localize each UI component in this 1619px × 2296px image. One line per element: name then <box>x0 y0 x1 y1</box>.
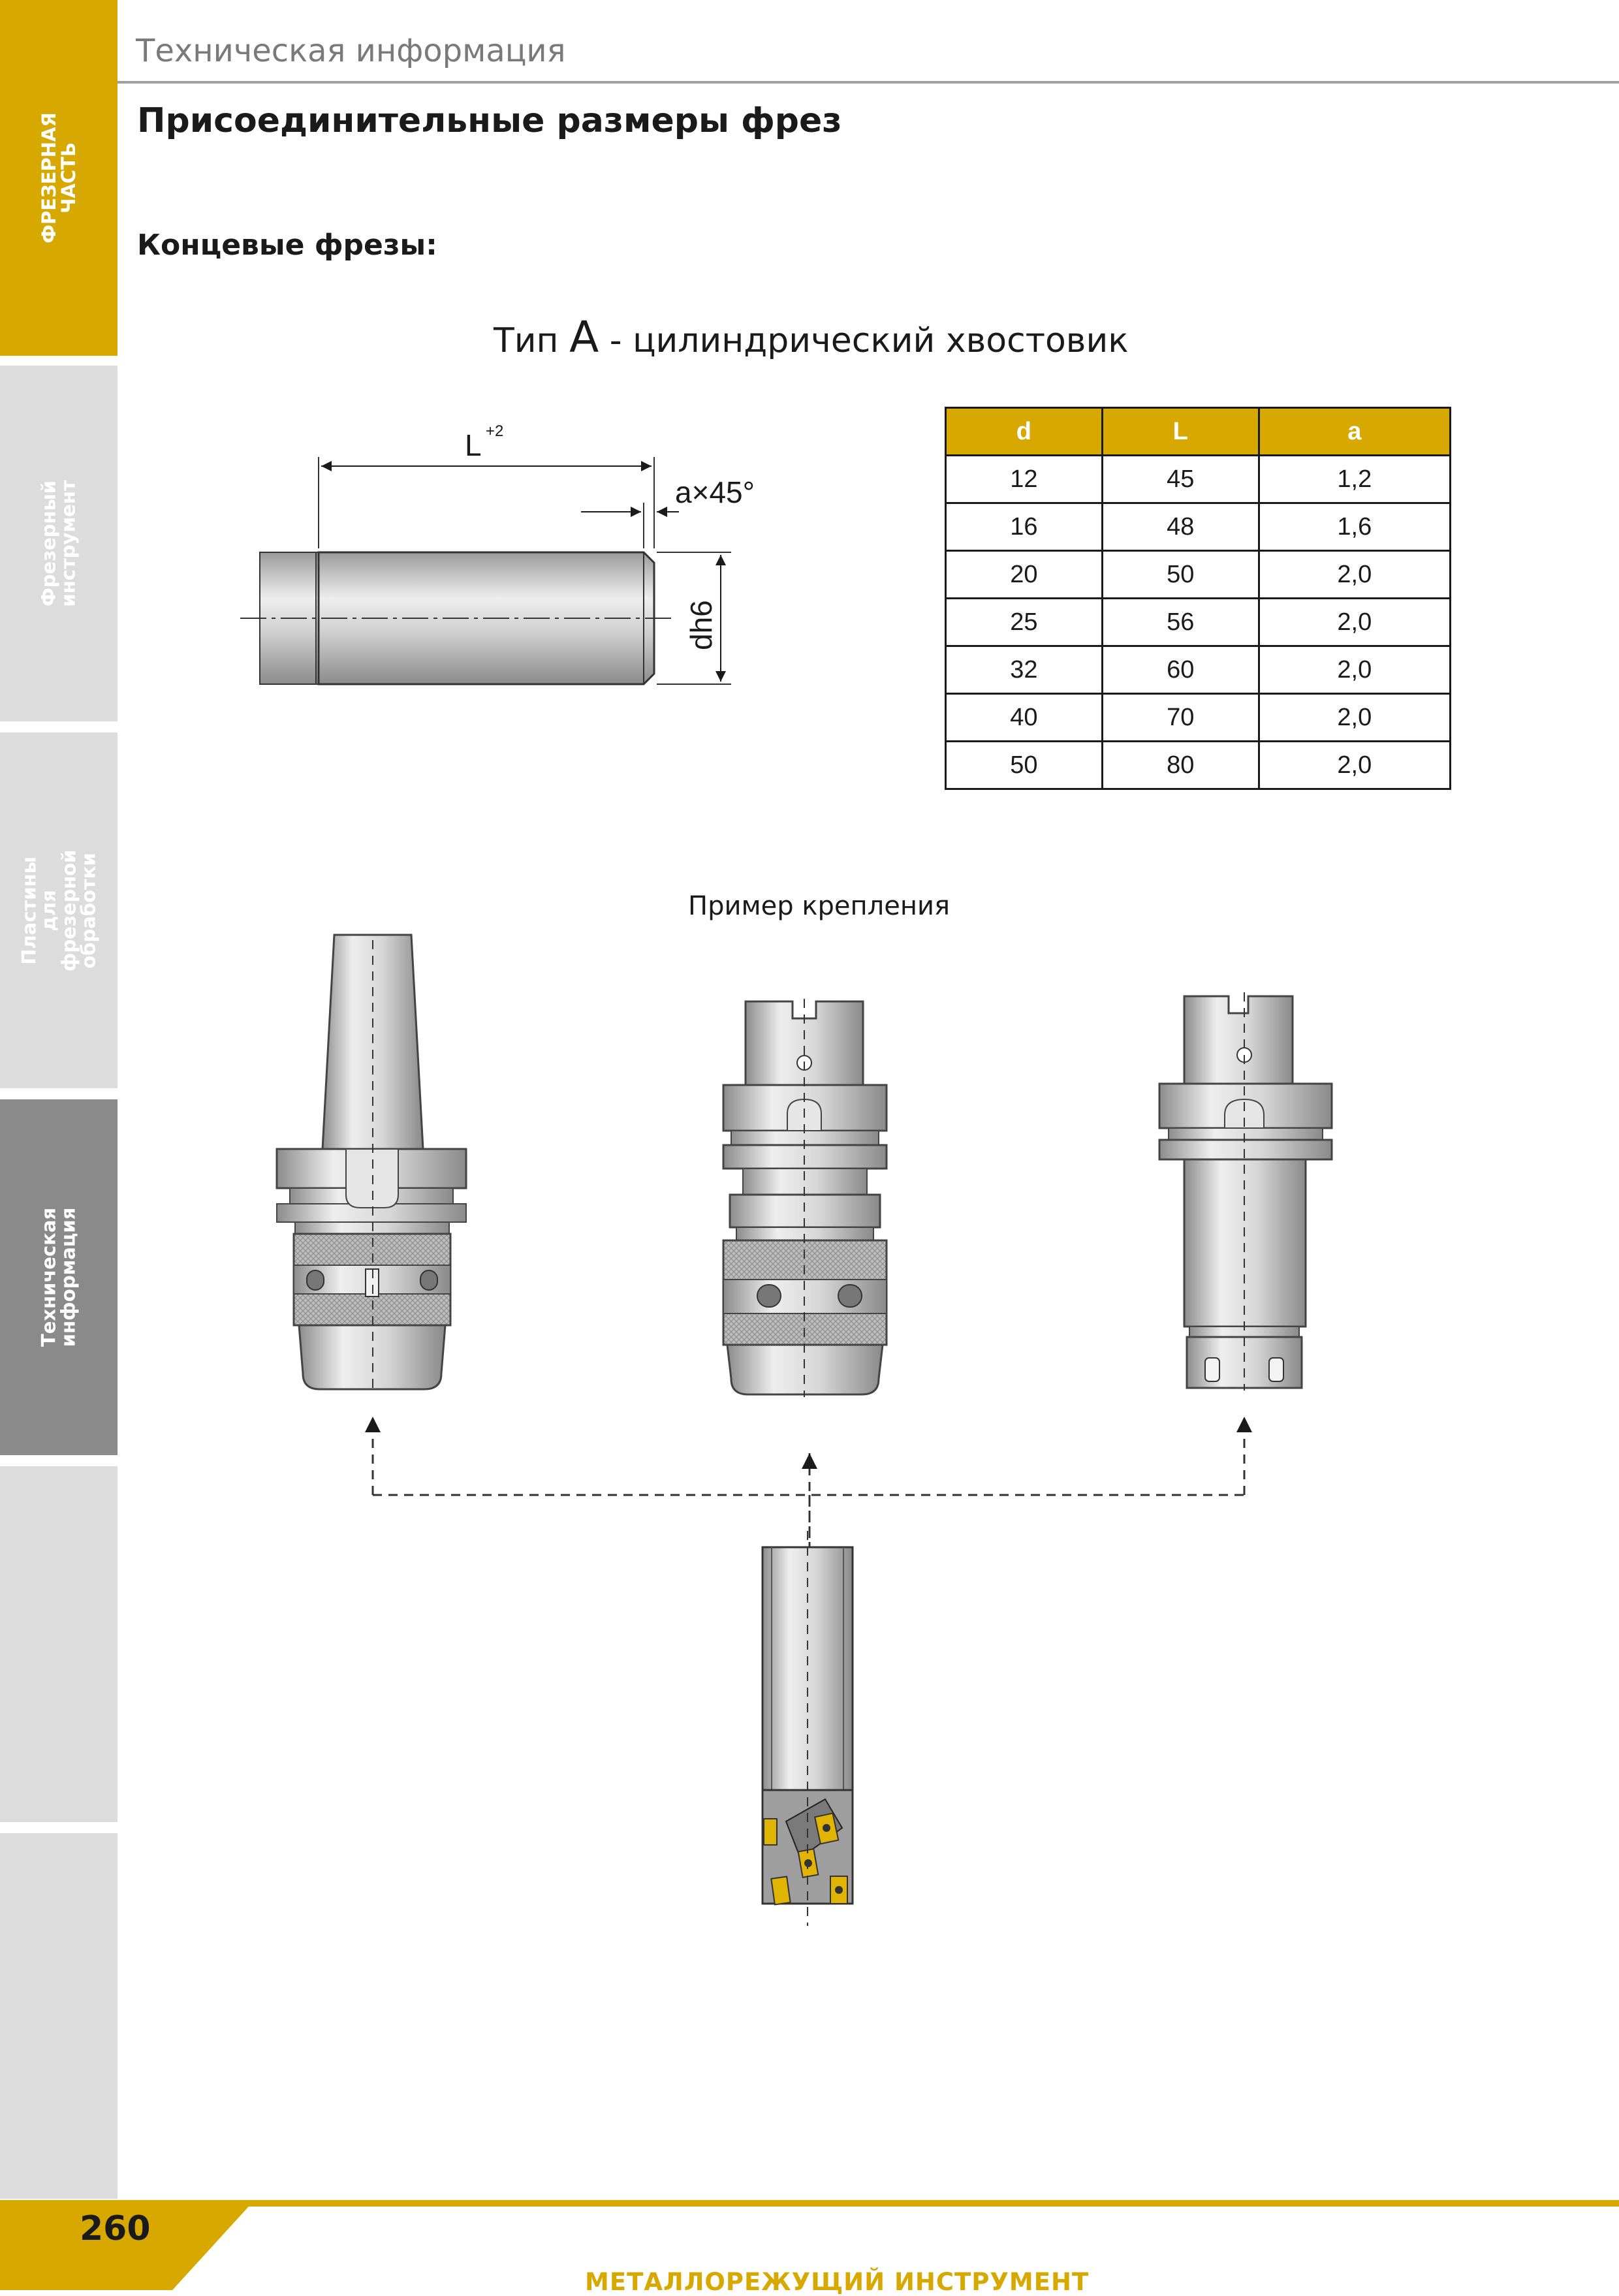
example-label: Пример крепления <box>688 891 951 921</box>
table-cell: 1,2 <box>1259 456 1450 503</box>
sidebar-tab-label: Пластины для фрезерной обработки <box>18 849 100 971</box>
table-row <box>946 456 1451 503</box>
table-cell: 16 <box>946 503 1103 551</box>
sidebar-tab-label: Фрезерный инструмент <box>37 480 80 607</box>
shank-drawing <box>240 457 731 684</box>
holder-hsk-collet <box>1159 992 1332 1391</box>
dimensions-table <box>945 407 1451 790</box>
dim-L-tolerance: +2 <box>486 422 504 440</box>
table-header-row <box>946 408 1451 456</box>
table-row <box>946 599 1451 646</box>
table-cell: 70 <box>1102 694 1259 742</box>
page-number: 260 <box>80 2209 151 2248</box>
section-subtitle: Концевые фрезы: <box>137 228 437 262</box>
type-description: - цилиндрический хвостовик <box>609 321 1129 360</box>
table-row <box>946 646 1451 694</box>
table-cell: 20 <box>946 551 1103 599</box>
column-header-d: d <box>946 408 1103 456</box>
table-cell: 2,0 <box>1259 694 1450 742</box>
table-cell: 50 <box>1102 551 1259 599</box>
type-prefix: Тип <box>494 321 559 360</box>
table-cell: 2,0 <box>1259 742 1450 789</box>
table-row <box>946 694 1451 742</box>
table-cell: 48 <box>1102 503 1259 551</box>
table-cell: 25 <box>946 599 1103 646</box>
table-cell: 60 <box>1102 646 1259 694</box>
assembly-arrows <box>373 1417 1244 1554</box>
end-mill-illustration <box>762 1531 853 1926</box>
table-row <box>946 742 1451 789</box>
column-header-L: L <box>1102 408 1259 456</box>
table-cell: 2,0 <box>1259 599 1450 646</box>
table-cell: 40 <box>946 694 1103 742</box>
table-cell: 2,0 <box>1259 646 1450 694</box>
table-cell: 80 <box>1102 742 1259 789</box>
dim-d-label: dh6 <box>684 600 718 650</box>
holder-hsk-chuck <box>723 999 887 1397</box>
table-cell: 2,0 <box>1259 551 1450 599</box>
type-letter: A <box>569 312 599 362</box>
table-cell: 12 <box>946 456 1103 503</box>
sidebar-tab-label: Техническая информация <box>37 1207 80 1347</box>
page-title: Присоединительные размеры фрез <box>137 101 842 140</box>
section-header: Техническая информация <box>136 33 566 69</box>
table-cell: 56 <box>1102 599 1259 646</box>
holder-taper-chuck <box>277 935 466 1391</box>
column-header-a: a <box>1259 408 1450 456</box>
footer-brand: МЕТАЛЛОРЕЖУЩИЙ ИНСТРУМЕНТ <box>585 2268 1090 2296</box>
table-cell: 32 <box>946 646 1103 694</box>
sidebar-tab-label: ФРЕЗЕРНАЯ ЧАСТЬ <box>37 112 80 244</box>
dim-L-label: L <box>465 428 482 462</box>
dim-chamfer-label: a×45° <box>675 475 755 509</box>
table-row <box>946 503 1451 551</box>
table-cell: 45 <box>1102 456 1259 503</box>
table-cell: 1,6 <box>1259 503 1450 551</box>
table-cell: 50 <box>946 742 1103 789</box>
table-row <box>946 551 1451 599</box>
